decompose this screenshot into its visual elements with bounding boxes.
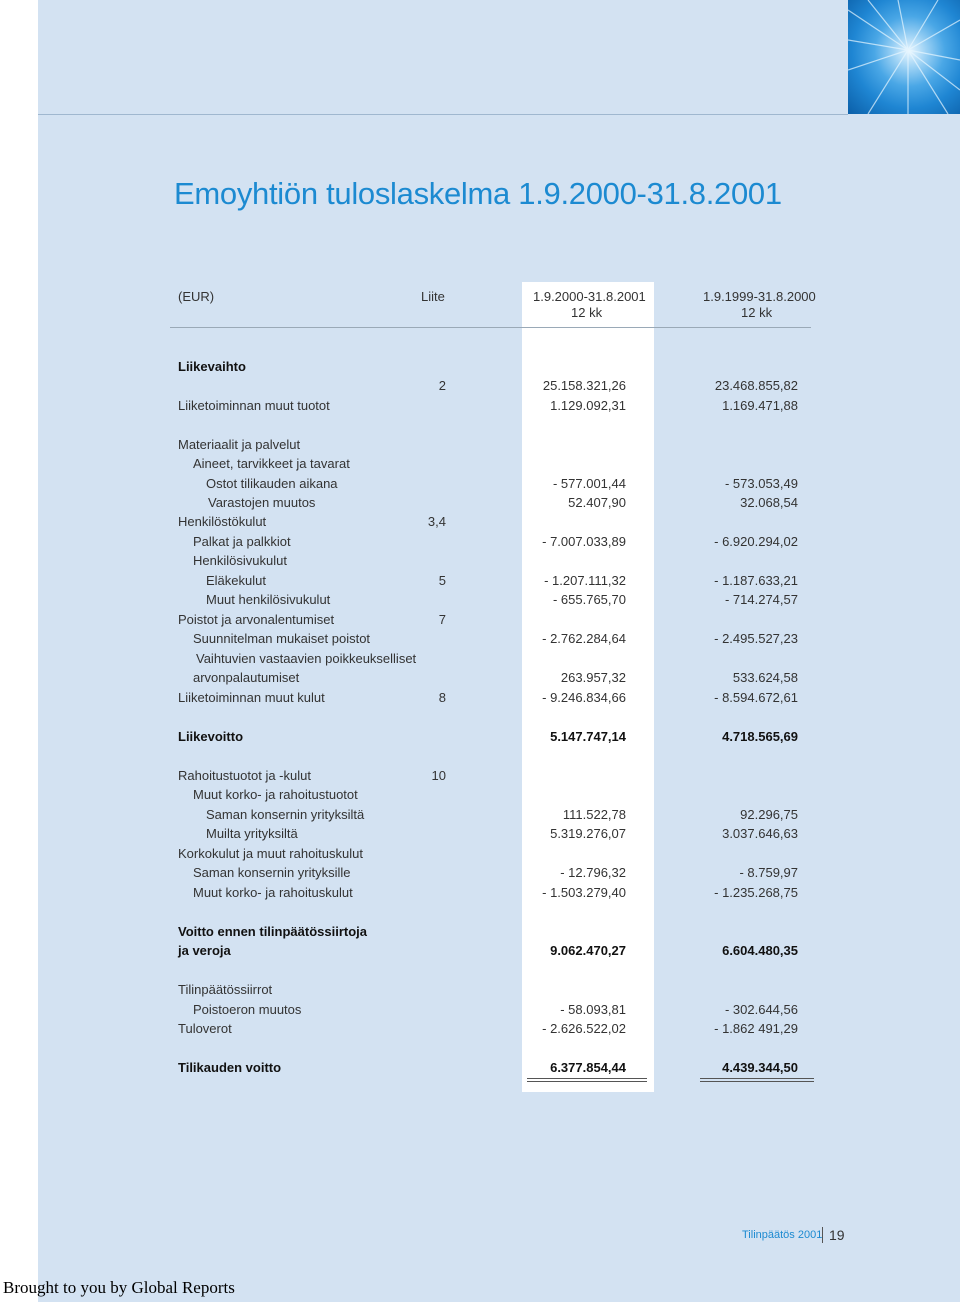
row-value-current: 25.158.321,26 (542, 378, 626, 393)
row-value-current: 52.407,90 (568, 495, 626, 510)
row-value-previous: - 2.495.527,23 (714, 631, 798, 646)
row-label: Palkat ja palkkiot (193, 534, 291, 549)
row-label: Eläkekulut (206, 573, 266, 588)
row-value-previous: - 8.759,97 (739, 865, 798, 880)
row-value-previous: - 302.644,56 (724, 1002, 798, 1017)
row-value-previous: 6.604.480,35 (722, 943, 798, 958)
row-value-current: - 7.007.033,89 (542, 534, 626, 549)
row-note: 3,4 (427, 514, 446, 529)
row-value-previous: - 1.235.268,75 (714, 885, 798, 900)
row-value-current: 9.062.470,27 (550, 943, 626, 958)
row-label: Henkilöstökulut (178, 514, 267, 529)
period2-header: 1.9.1999-31.8.2000 (703, 289, 816, 304)
row-note: 2 (438, 378, 446, 393)
row-value-current: 263.957,32 (560, 670, 626, 685)
row-label: Muut korko- ja rahoitustuotot (193, 787, 358, 802)
source-credit: Brought to you by Global Reports (3, 1278, 235, 1297)
row-value-current: - 9.246.834,66 (542, 690, 626, 705)
row-label: Varastojen muutos (208, 495, 316, 510)
row-value-current: 5.147.747,14 (550, 729, 626, 744)
period1-months: 12 kk (571, 305, 603, 320)
period2-months: 12 kk (741, 305, 773, 320)
row-value-current: - 2.762.284,64 (542, 631, 626, 646)
row-label: Muut korko- ja rahoituskulut (193, 885, 353, 900)
total-underline-2a (700, 1078, 814, 1079)
row-label: Tuloverot (178, 1021, 232, 1036)
total-underline-1a (527, 1078, 647, 1079)
header-divider (38, 114, 848, 115)
total-underline-1b (527, 1081, 647, 1082)
row-value-previous: 23.468.855,82 (714, 378, 798, 393)
row-value-previous: - 1.862 491,29 (714, 1021, 798, 1036)
row-value-previous: - 714.274,57 (724, 592, 798, 607)
row-label: Rahoitustuotot ja -kulut (178, 768, 311, 783)
row-label: Voitto ennen tilinpäätössiirtoja (178, 924, 367, 939)
row-label: Tilinpäätössiirrot (178, 982, 273, 997)
row-label: Muilta yrityksiltä (206, 826, 298, 841)
row-value-previous: - 6.920.294,02 (714, 534, 798, 549)
row-label: Saman konsernin yrityksille (193, 865, 351, 880)
row-value-previous: 32.068,54 (740, 495, 798, 510)
row-label: Saman konsernin yrityksiltä (206, 807, 365, 822)
row-label: Liikevoitto (178, 729, 244, 744)
row-label: Aineet, tarvikkeet ja tavarat (193, 456, 350, 471)
row-label: arvonpalautumiset (193, 670, 300, 685)
footer-separator (822, 1227, 823, 1243)
row-value-current: - 2.626.522,02 (542, 1021, 626, 1036)
row-value-current: 6.377.854,44 (550, 1060, 626, 1075)
row-label: Vaihtuvien vastaavien poikkeukselliset (196, 651, 417, 666)
row-label: Materiaalit ja palvelut (178, 437, 301, 452)
row-label: Poistot ja arvonalentumiset (178, 612, 335, 627)
row-label: Liikevaihto (178, 359, 246, 374)
page-number: 19 (829, 1227, 845, 1243)
decorative-photo (848, 0, 960, 114)
row-value-current: - 1.207.111,32 (544, 573, 626, 588)
currency-label: (EUR) (178, 289, 215, 304)
row-value-current: - 1.503.279,40 (542, 885, 626, 900)
row-value-previous: 4.718.565,69 (722, 729, 798, 744)
row-label: Poistoeron muutos (193, 1002, 302, 1017)
note-column-header: Liite (421, 289, 445, 304)
row-value-current: 111.522,78 (562, 807, 626, 822)
row-value-previous: 92.296,75 (740, 807, 798, 822)
row-value-previous: 533.624,58 (732, 670, 798, 685)
total-underline-2b (700, 1081, 814, 1082)
row-note: 8 (438, 690, 446, 705)
row-value-previous: - 1.187.633,21 (714, 573, 798, 588)
row-note: 7 (438, 612, 446, 627)
header-rule (170, 327, 811, 328)
row-label: Tilikauden voitto (178, 1060, 282, 1075)
row-note: 5 (438, 573, 446, 588)
row-value-previous: 4.439.344,50 (722, 1060, 798, 1075)
row-value-current: - 655.765,70 (552, 592, 626, 607)
row-label: Henkilösivukulut (193, 553, 287, 568)
row-value-previous: - 8.594.672,61 (714, 690, 798, 705)
row-label: Liiketoiminnan muut tuotot (178, 398, 330, 413)
row-label: Korkokulut ja muut rahoituskulut (178, 846, 363, 861)
row-label: Ostot tilikauden aikana (206, 476, 338, 491)
page-title: Emoyhtiön tuloslaskelma 1.9.2000-31.8.2001 (174, 176, 782, 211)
row-value-previous: 1.169.471,88 (722, 398, 798, 413)
row-value-current: - 12.796,32 (560, 865, 626, 880)
row-label: ja veroja (178, 943, 231, 958)
row-label: Suunnitelman mukaiset poistot (193, 631, 371, 646)
period1-header: 1.9.2000-31.8.2001 (533, 289, 646, 304)
row-label: Liiketoiminnan muut kulut (178, 690, 325, 705)
row-value-previous: 3.037.646,63 (722, 826, 798, 841)
row-value-current: - 58.093,81 (560, 1002, 626, 1017)
row-value-previous: - 573.053,49 (724, 476, 798, 491)
row-value-current: - 577.001,44 (552, 476, 626, 491)
footer-report-name: Tilinpäätös 2001 (742, 1229, 823, 1241)
row-value-current: 5.319.276,07 (550, 826, 626, 841)
row-label: Muut henkilösivukulut (206, 592, 331, 607)
row-note: 10 (431, 768, 446, 783)
row-value-current: 1.129.092,31 (550, 398, 626, 413)
